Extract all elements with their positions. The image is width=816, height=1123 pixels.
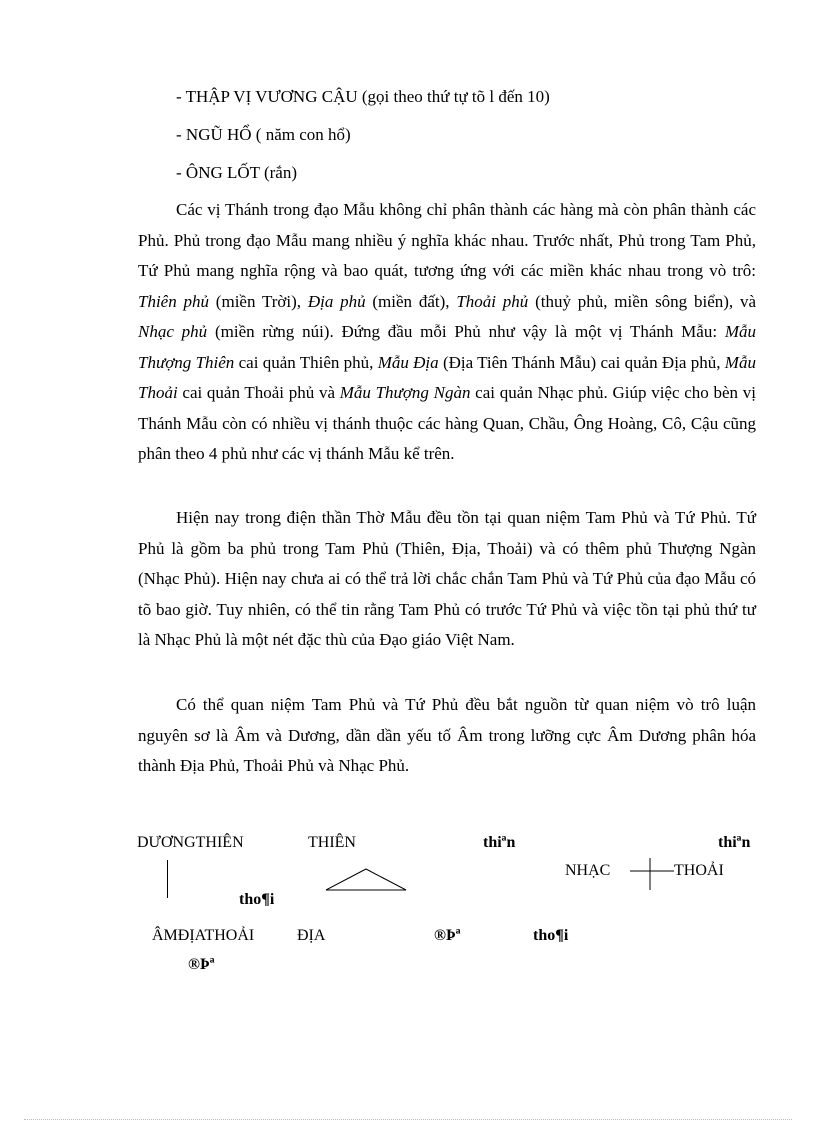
paragraph-tam-phu-tu-phu: Hiện nay trong điện thần Thờ Mẫu đều tồn tại quan niệm Tam Phủ và Tứ Phủ. Tứ Phủ là gồm ba phủ trong Tam Phủ (Thiên, Địa, Thoải) và có thêm phủ Thượng Ngàn (Nhạc Phủ). Hiện nay chưa ai có thể trả lời chắc chắn Tam Phủ và Tứ Phủ của đạo Mẫu có tõ bao giờ. Tuy nhiên, có thể tin rằng Tam Phủ có trước Tứ Phủ và việc tồn tại phủ thứ tư là Nhạc Phủ là một nét đặc thù của Đạo giáo Việt Nam. [138,508,756,649]
bullet-thap-vi-vuong-cau: - THẬP VỊ VƯƠNG CẬU (gọi theo thứ tự tõ l đến 10) [176,87,550,106]
para1-text: cai quản Thiên phủ, [234,352,378,372]
para1-text: Các vị Thánh trong đạo Mẫu không chỉ phân thành các hàng mà còn phân thành các Phủ. Phủ trong đạo Mẫu mang nhiều ý nghĩa khác nhau. Trước nhất, Phủ trong Tam Phủ, Tứ Phủ mang nghĩa rộng và bao quát, tương ứng với các miền khác nhau trong vò trô: [138,200,756,280]
bullet-ngu-ho: - NGŨ HỔ ( năm con hổ) [176,125,351,144]
diagram-label-thoai-garbled: tho¶i [239,891,275,908]
diagram-vertical-line [167,860,168,898]
paragraph-phu-meanings [138,195,756,470]
diagram-label-thien-garbled: thiªn [718,834,751,851]
diagram-label-nhac: NHẠC [565,862,611,879]
diagram-label-thoai: THOẢI [674,862,724,879]
bullet-ong-lot: - ÔNG LỐT (rắn) [176,163,298,182]
term-mau-thoai: Mẫu Thoải [138,352,756,402]
para1-text: cai quản Thoải phủ và [177,383,340,402]
diagram-label-dia-garbled: ®Þª [434,927,461,944]
diagram-label-thien-garbled: thiªn [483,834,516,851]
para1-text: cai quản Nhạc phủ. Giúp việc cho bèn vị Thánh Mẫu còn có nhiều vị thánh thuộc các hàng Quan, Chầu, Ông Hoàng, Cô, Cậu cũng phân theo 4 phủ như các vị thánh Mẫu kể trên. [138,383,756,463]
term-thien-phu: Thiên phủ [138,291,210,311]
para1-text: (Địa Tiên Thánh Mẫu) cai quản Địa phủ, [438,352,725,372]
diagram-label-thien: THIÊN [308,834,356,851]
diagram-cross [630,858,674,890]
footer-rule [24,1119,792,1120]
term-nhac-phu: Nhạc phủ [138,322,208,341]
term-mau-dia: Mẫu Địa [377,352,439,372]
para1-text: (miền Trời), [209,291,308,311]
term-thoai-phu: Thoải phủ [456,291,529,311]
term-mau-thuong-ngan: Mẫu Thượng Ngàn [339,383,471,402]
diagram-label-thoai-garbled: tho¶i [533,927,569,944]
para1-text: (miền rừng núi). Đứng đầu mỗi Phủ như vậy là một vị Thánh Mẫu: [207,322,725,341]
paragraph-am-duong: Có thể quan niệm Tam Phủ và Tứ Phủ đều bắt nguồn từ quan niệm vò trô luận nguyên sơ là Âm và Dương, dần dần yếu tố Âm trong lưỡng cực Âm Dương phân hóa thành Địa Phủ, Thoải Phủ và Nhạc Phủ. [138,695,756,775]
diagram-label-am-dia-thoai: ÂMĐỊATHOẢI [152,927,255,944]
para1-text: (thuỷ phủ, miền sông biển), và [528,291,756,311]
para1-text: (miền đất), [365,291,457,311]
term-dia-phu: Địa phủ [307,291,366,311]
diagram-label-dia: ĐỊA [297,927,326,944]
diagram-label-dia-garbled: ®Þª [188,956,215,973]
diagram-triangle [324,868,408,892]
diagram-label-duong-thien: DƯƠNGTHIÊN [137,834,244,851]
term-mau-thuong-thien: Mẫu Thượng Thiên [138,322,756,372]
